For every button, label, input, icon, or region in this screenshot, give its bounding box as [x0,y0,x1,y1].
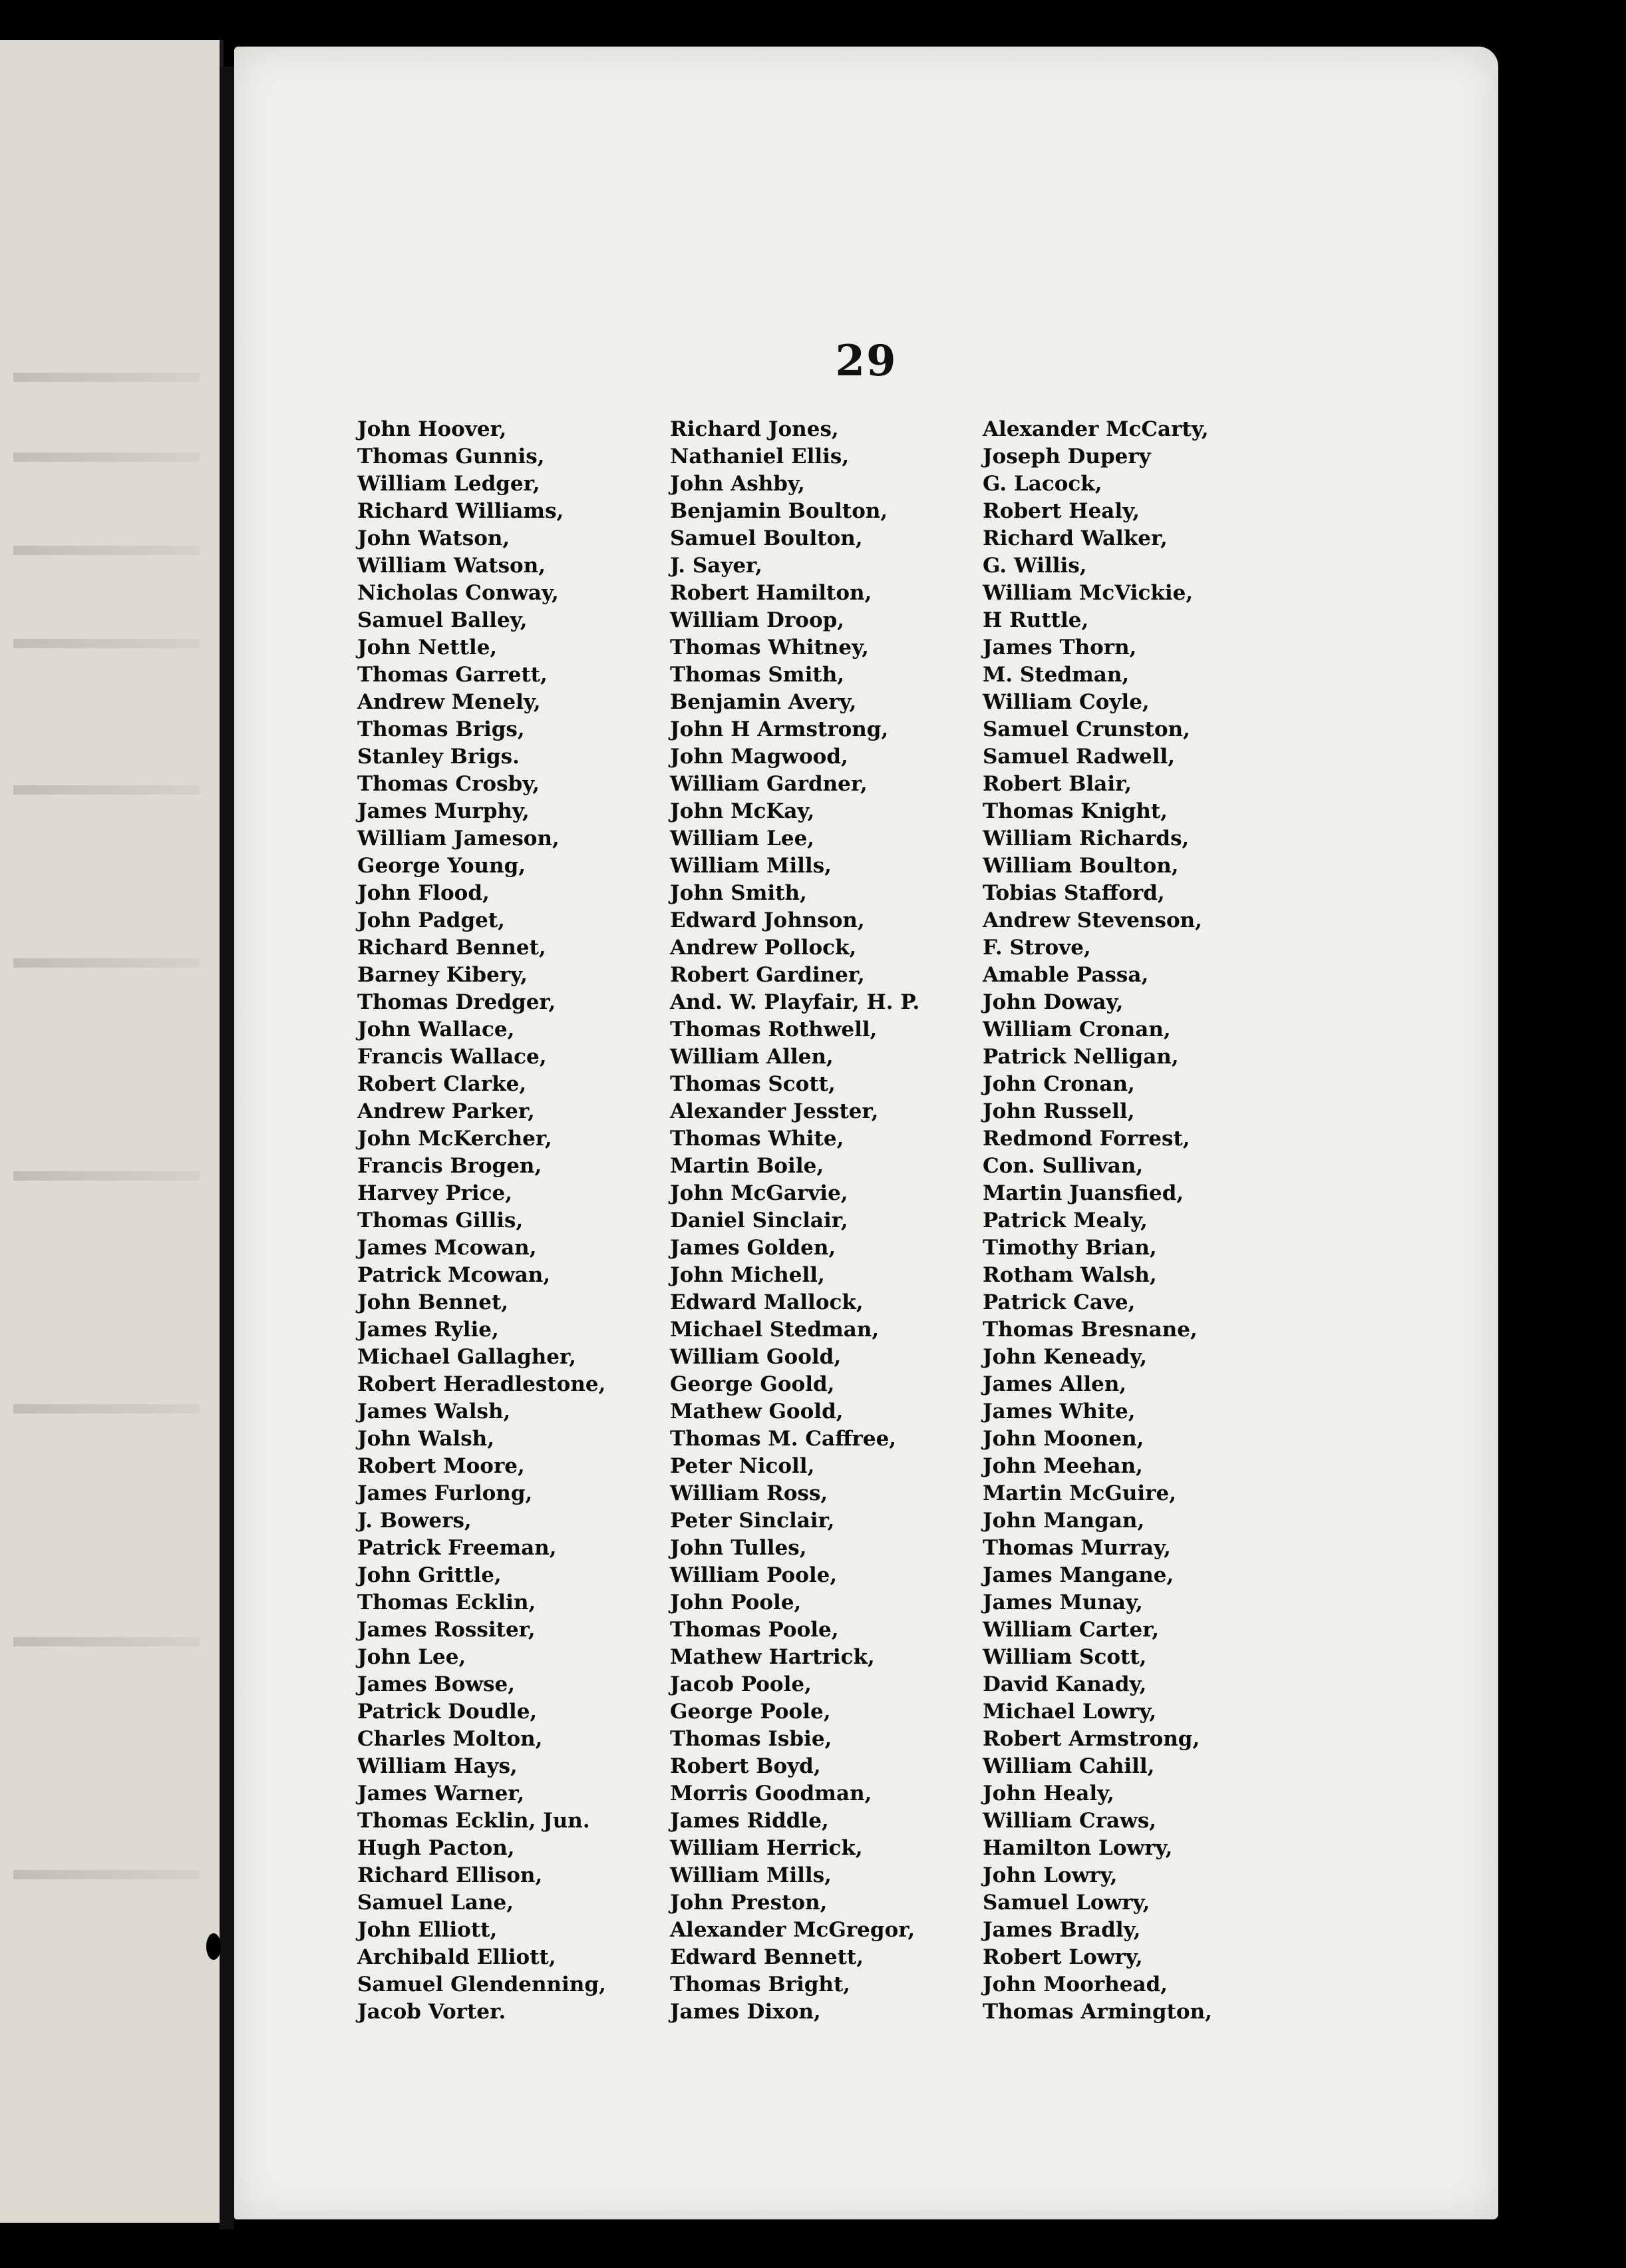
name-entry: Richard Jones, [670,417,839,441]
name-entry: John H Armstrong, [670,717,889,741]
name-entry: Thomas Bright, [670,1973,851,1996]
bleed-through-line [13,785,200,795]
name-entry: Thomas Gillis, [357,1209,524,1232]
name-entry: Robert Blair, [983,772,1132,796]
name-entry: John Wallace, [357,1018,515,1041]
name-entry: Samuel Lane, [357,1891,514,1915]
name-entry: Rotham Walsh, [983,1263,1157,1287]
name-entry: G. Willis, [983,554,1087,578]
name-entry: William Boulton, [983,854,1179,878]
name-entry: Jacob Vorter. [357,2000,506,2024]
name-entry: John Cronan, [983,1072,1135,1096]
name-entry: Andrew Stevenson, [983,908,1202,932]
name-entry: Patrick Mealy, [983,1209,1148,1232]
name-entry: Thomas Crosby, [357,772,540,796]
name-entry: John McKercher, [357,1127,552,1151]
name-entry: Samuel Crunston, [983,717,1190,741]
name-entry: Richard Ellison, [357,1863,543,1887]
name-entry: Thomas Knight, [983,799,1168,823]
name-entry: John Keneady, [983,1345,1148,1369]
name-entry: John Nettle, [357,636,498,660]
name-entry: John Moorhead, [983,1973,1168,1996]
name-entry: Martin McGuire, [983,1481,1176,1505]
name-entry: James Bowse, [357,1672,516,1696]
name-entry: Tobias Stafford, [983,881,1165,905]
name-entry: George Young, [357,854,526,878]
name-entry: James Allen, [983,1372,1127,1396]
name-entry: Thomas Ecklin, [357,1591,536,1614]
name-entry: Alexander Jesster, [670,1099,879,1123]
name-entry: Thomas M. Caffree, [670,1427,897,1451]
name-entry: Martin Juansfied, [983,1181,1184,1205]
name-entry: John Elliott, [357,1918,498,1942]
name-entry: John Lowry, [983,1863,1118,1887]
name-entry: Charles Molton, [357,1727,543,1751]
name-entry: Samuel Radwell, [983,745,1176,769]
name-entry: Martin Boile, [670,1154,824,1178]
name-entry: Robert Boyd, [670,1754,821,1778]
name-entry: William McVickie, [983,581,1194,605]
name-entry: Thomas Ecklin, Jun. [357,1809,590,1833]
name-entry: Robert Gardiner, [670,963,865,987]
name-entry: Samuel Lowry, [983,1891,1150,1915]
name-entry: Con. Sullivan, [983,1154,1144,1178]
name-entry: Samuel Glendenning, [357,1973,606,1996]
document-page [234,47,1498,2219]
name-entry: John Bennet, [357,1290,509,1314]
name-entry: Barney Kibery, [357,963,528,987]
name-entry: John Padget, [357,908,505,932]
name-entry: David Kanady, [983,1672,1147,1696]
name-entry: Thomas Murray, [983,1536,1171,1560]
name-entry: James Rylie, [357,1318,499,1342]
name-entry: G. Lacock, [983,472,1102,496]
name-entry: Francis Wallace, [357,1045,547,1069]
name-entry: Nathaniel Ellis, [670,445,850,469]
name-entry: John Mangan, [983,1509,1145,1533]
name-entry: Michael Gallagher, [357,1345,576,1369]
name-entry: James Munay, [983,1591,1143,1614]
name-entry: Hamilton Lowry, [983,1836,1173,1860]
name-entry: James Mcowan, [357,1236,537,1260]
name-entry: William Goold, [670,1345,842,1369]
name-entry: John Russell, [983,1099,1135,1123]
name-entry: William Cronan, [983,1018,1171,1041]
name-entry: John Michell, [670,1263,825,1287]
name-entry: James Warner, [357,1782,525,1805]
name-entry: Stanley Brigs. [357,745,520,769]
name-entry: Edward Mallock, [670,1290,864,1314]
name-entry: Richard Bennet, [357,936,546,960]
name-entry: William Scott, [983,1645,1147,1669]
name-entry: Archibald Elliott, [357,1945,556,1969]
name-entry: Francis Brogen, [357,1154,542,1178]
name-entry: Robert Heradlestone, [357,1372,606,1396]
name-entry: John Meehan, [983,1454,1143,1478]
name-entry: James Thorn, [983,636,1137,660]
name-entry: William Hays, [357,1754,518,1778]
name-entry: Thomas Rothwell, [670,1018,878,1041]
bleed-through-line [13,546,200,555]
bleed-through-line [13,958,200,968]
name-entry: John McKay, [670,799,815,823]
name-entry: William Mills, [670,854,832,878]
name-entry: Amable Passa, [983,963,1149,987]
name-entry: William Jameson, [357,827,560,850]
name-entry: Redmond Forrest, [983,1127,1190,1151]
name-entry: John Preston, [670,1891,828,1915]
name-entry: Thomas Bresnane, [983,1318,1198,1342]
name-entry: Andrew Pollock, [670,936,857,960]
name-entry: Edward Johnson, [670,908,865,932]
name-entry: Thomas Gunnis, [357,445,545,469]
name-entry: Michael Lowry, [983,1700,1157,1724]
name-entry: Benjamin Avery, [670,690,857,714]
name-entry: John Poole, [670,1591,802,1614]
name-entry: James Riddle, [670,1809,829,1833]
name-entry: Thomas Poole, [670,1618,839,1642]
name-entry: Timothy Brian, [983,1236,1157,1260]
bleed-through-line [13,1870,200,1879]
name-entry: Thomas Scott, [670,1072,836,1096]
name-entry: Thomas Garrett, [357,663,548,687]
name-entry: John Smith, [670,881,807,905]
name-entry: Thomas Dredger, [357,990,556,1014]
name-entry: John Lee, [357,1645,466,1669]
name-entry: William Craws, [983,1809,1157,1833]
name-entry: William Ledger, [357,472,540,496]
name-entry: John Walsh, [357,1427,494,1451]
name-entry: George Goold, [670,1372,835,1396]
name-entry: Alexander McCarty, [983,417,1209,441]
name-entry: Patrick Nelligan, [983,1045,1179,1069]
name-entry: Patrick Cave, [983,1290,1136,1314]
bleed-through-line [13,639,200,648]
name-entry: William Gardner, [670,772,868,796]
name-entry: Robert Clarke, [357,1072,527,1096]
name-entry: Samuel Boulton, [670,526,863,550]
name-entry: J. Bowers, [357,1509,472,1533]
name-entry: Richard Walker, [983,526,1168,550]
name-entry: James Rossiter, [357,1618,536,1642]
name-entry: John Moonen, [983,1427,1144,1451]
bleed-through-line [13,1404,200,1414]
name-entry: John Tulles, [670,1536,807,1560]
name-entry: Daniel Sinclair, [670,1209,848,1232]
name-entry: Hugh Pacton, [357,1836,515,1860]
name-entry: Andrew Parker, [357,1099,535,1123]
name-entry: William Cahill, [983,1754,1155,1778]
name-entry: James Dixon, [670,2000,821,2024]
bleed-through-line [13,1171,200,1181]
name-entry: John Ashby, [670,472,805,496]
name-entry: Andrew Menely, [357,690,541,714]
name-entry: John Hoover, [357,417,507,441]
name-entry: William Poole, [670,1563,838,1587]
name-entry: William Coyle, [983,690,1150,714]
name-entry: John Grittle, [357,1563,502,1587]
name-entry: William Herrick, [670,1836,863,1860]
name-entry: William Mills, [670,1863,832,1887]
name-entry: William Ross, [670,1481,828,1505]
name-entry: John Doway, [983,990,1124,1014]
name-entry: M. Stedman, [983,663,1130,687]
name-entry: Robert Lowry, [983,1945,1143,1969]
name-entry: James Golden, [670,1236,836,1260]
bleed-through-line [13,373,200,382]
name-entry: Edward Bennett, [670,1945,864,1969]
name-entry: John McGarvie, [670,1181,848,1205]
name-entry: John Healy, [983,1782,1114,1805]
name-entry: Harvey Price, [357,1181,513,1205]
name-entry: John Watson, [357,526,510,550]
name-entry: William Droop, [670,608,845,632]
name-entry: Thomas Smith, [670,663,845,687]
name-entry: Morris Goodman, [670,1782,872,1805]
book-gutter [220,67,234,2229]
name-entry: Peter Sinclair, [670,1509,835,1533]
name-entry: William Allen, [670,1045,834,1069]
name-entry: James Bradly, [983,1918,1141,1942]
name-entry: William Richards, [983,827,1190,850]
name-entry: Mathew Hartrick, [670,1645,875,1669]
name-entry: Patrick Doudle, [357,1700,538,1724]
name-entry: Nicholas Conway, [357,581,559,605]
name-column-3 [983,416,1355,2026]
name-entry: James Murphy, [357,799,530,823]
name-entry: William Carter, [983,1618,1160,1642]
name-entry: Thomas Whitney, [670,636,869,660]
name-entry: J. Sayer, [670,554,762,578]
name-entry: Michael Stedman, [670,1318,880,1342]
name-entry: Samuel Balley, [357,608,528,632]
page-number: 29 [835,336,897,386]
name-entry: Patrick Mcowan, [357,1263,551,1287]
name-entry: Robert Armstrong, [983,1727,1200,1751]
name-entry: Benjamin Boulton, [670,499,888,523]
name-entry: Thomas Armington, [983,2000,1212,2024]
name-entry: William Watson, [357,554,546,578]
name-entry: James Mangane, [983,1563,1174,1587]
ink-blot [206,1933,221,1960]
name-entry: William Lee, [670,827,815,850]
name-entry: Alexander McGregor, [670,1918,915,1942]
name-entry: H Ruttle, [983,608,1089,632]
facing-page-edge [0,40,224,2223]
name-entry: Jacob Poole, [670,1672,812,1696]
name-entry: Mathew Goold, [670,1400,844,1423]
name-entry: Thomas White, [670,1127,844,1151]
bleed-through-line [13,453,200,462]
name-entry: Peter Nicoll, [670,1454,815,1478]
name-entry: Patrick Freeman, [357,1536,557,1560]
name-entry: George Poole, [670,1700,831,1724]
name-entry: John Flood, [357,881,490,905]
name-entry: Richard Williams, [357,499,564,523]
name-entry: Thomas Brigs, [357,717,525,741]
name-entry: Robert Hamilton, [670,581,872,605]
name-entry: Robert Healy, [983,499,1140,523]
name-entry: James Walsh, [357,1400,511,1423]
name-entry: Robert Moore, [357,1454,525,1478]
name-entry: James White, [983,1400,1136,1423]
name-entry: John Magwood, [670,745,848,769]
bleed-through-line [13,1637,200,1646]
name-entry: James Furlong, [357,1481,533,1505]
name-entry: F. Strove, [983,936,1091,960]
name-entry: Joseph Dupery [983,445,1151,469]
name-entry: Thomas Isbie, [670,1727,832,1751]
name-entry: And. W. Playfair, H. P. [670,990,920,1014]
